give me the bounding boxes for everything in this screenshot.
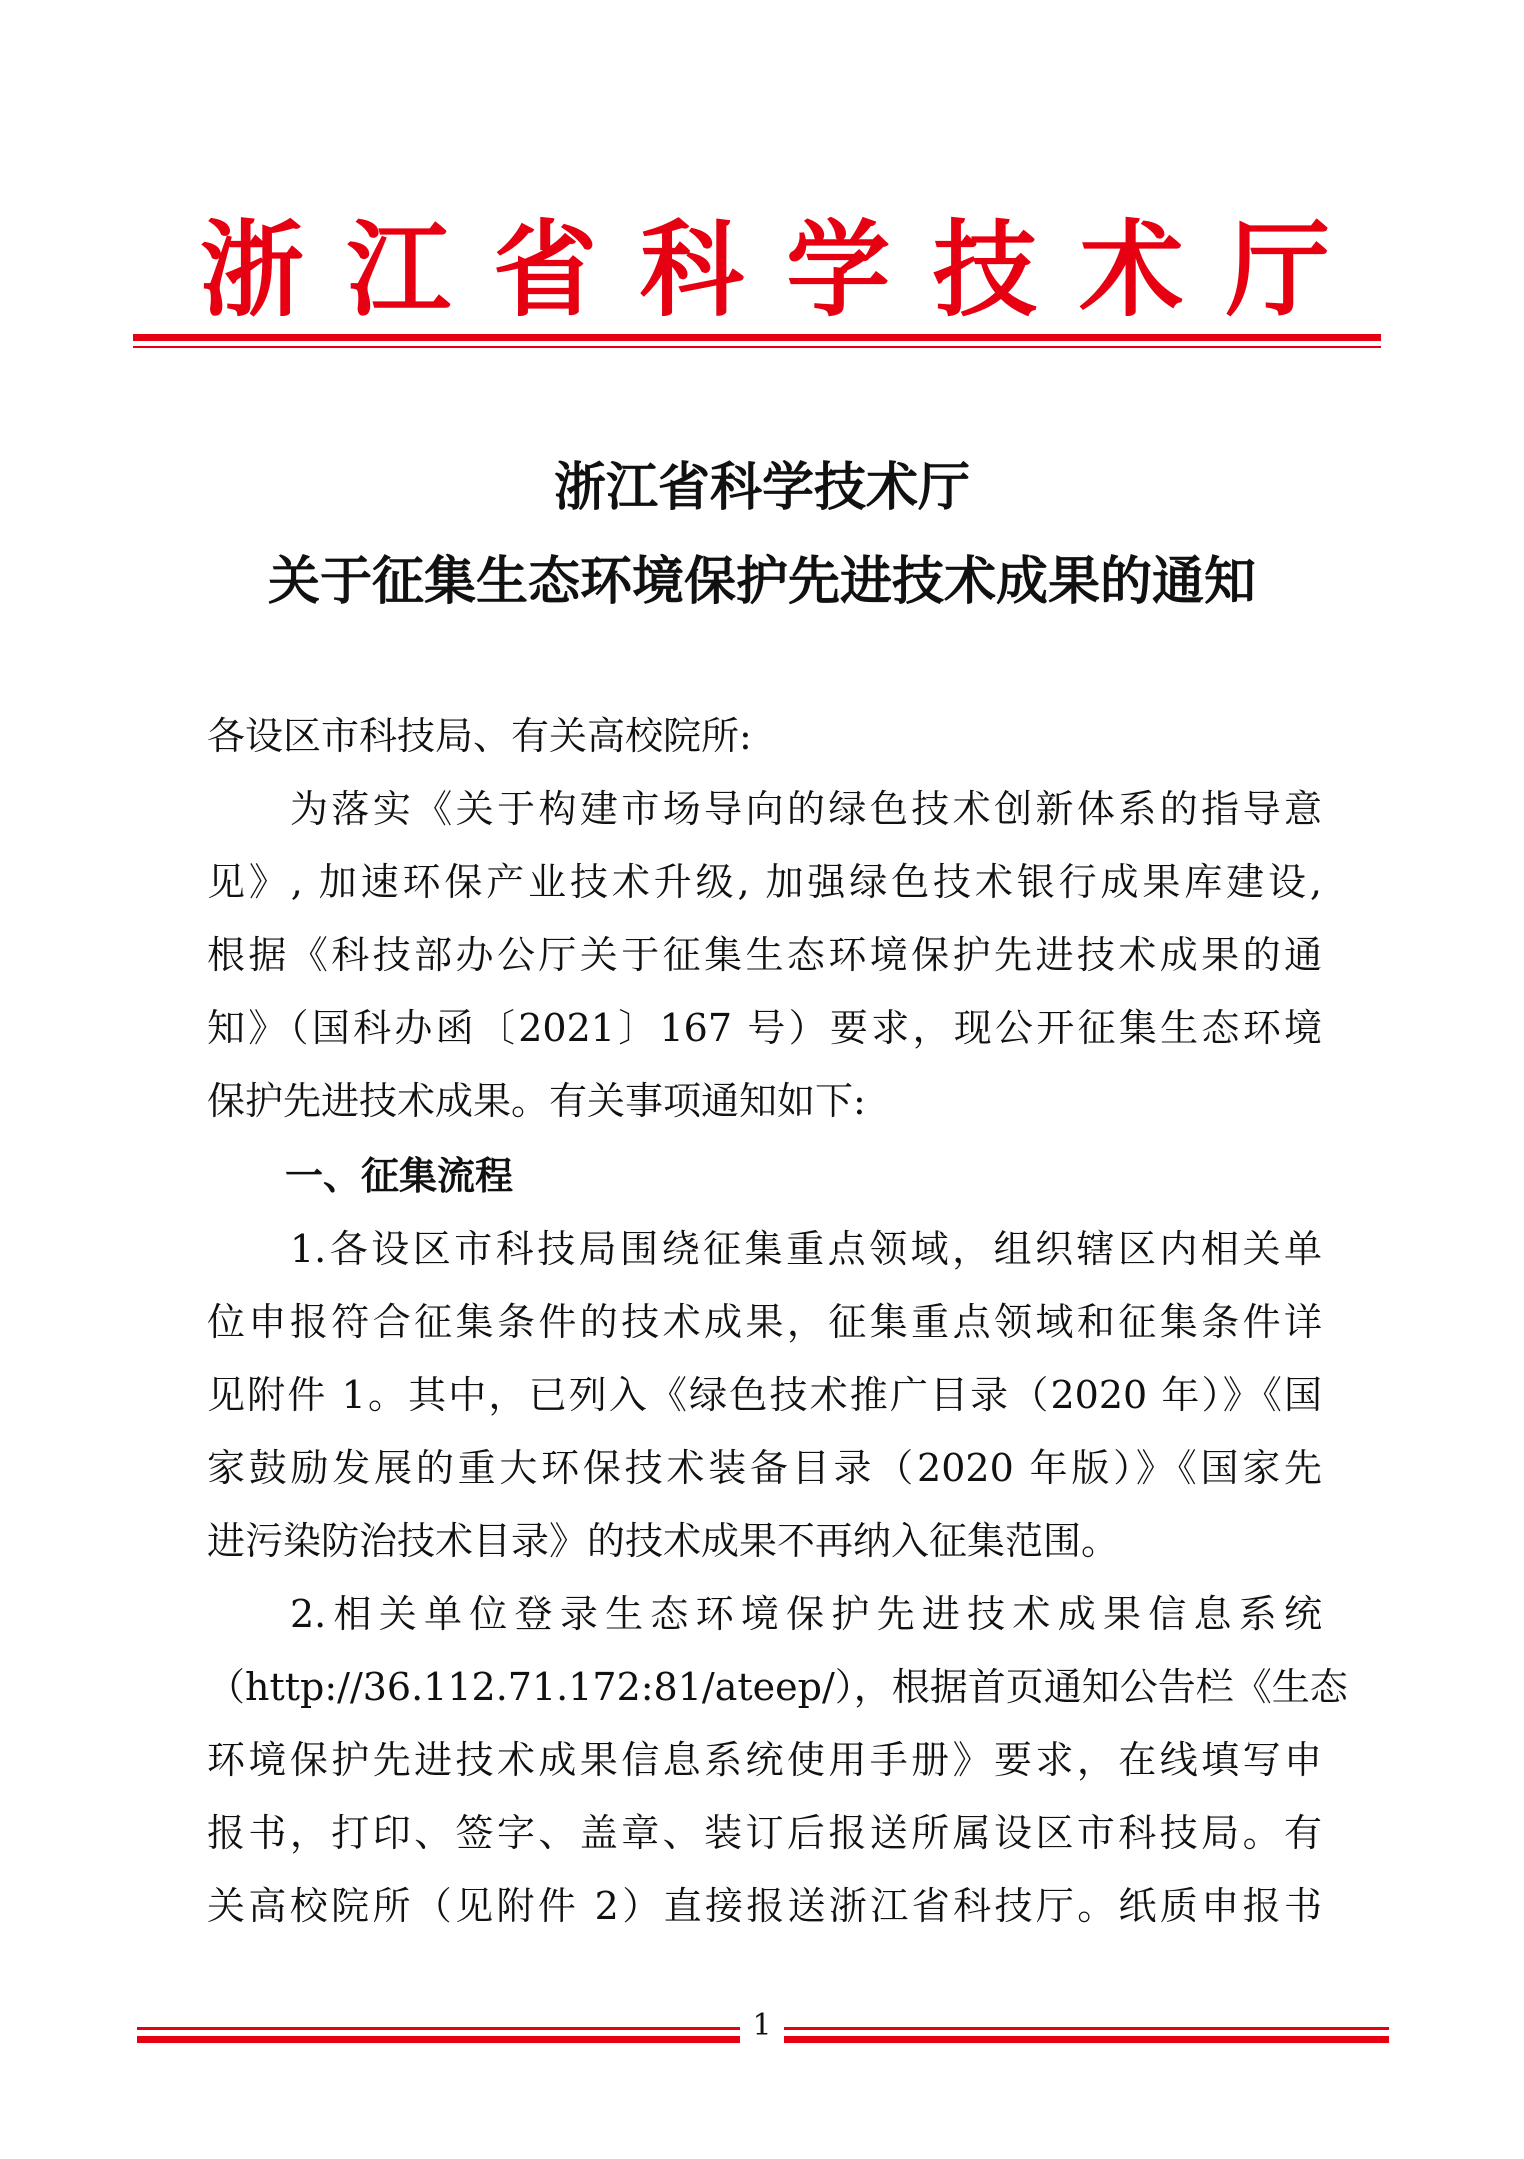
- salutation: 各设区市科技局、有关高校院所:: [207, 714, 752, 758]
- paragraph-line: 家鼓励发展的重大环保技术装备目录（2020 年版）》《国家先: [207, 1446, 1322, 1490]
- letterhead-char: 术: [1079, 209, 1184, 331]
- page-number: 1: [740, 2008, 784, 2044]
- letterhead-char: 厅: [1225, 209, 1330, 331]
- letterhead-char: 省: [493, 209, 598, 331]
- document-title-line-1: 浙江省科学技术厅: [553, 457, 970, 518]
- paragraph-line: 根据《科技部办公厅关于征集生态环境保护先进技术成果的通: [207, 933, 1322, 977]
- paragraph-line: 环境保护先进技术成果信息系统使用手册》要求，在线填写申: [207, 1738, 1322, 1782]
- letterhead-char: 科: [639, 209, 744, 331]
- paragraph-line-url: （http://36.112.71.172:81/ateep/），根据首页通知公告栏《生态: [207, 1665, 1348, 1709]
- paragraph-line: 知》（国科办函〔2021〕167 号）要求，现公开征集生态环境: [207, 1006, 1322, 1050]
- letterhead-char: 技: [932, 209, 1037, 331]
- paragraph-line: 2.相关单位登录生态环境保护先进技术成果信息系统: [290, 1592, 1322, 1636]
- section-heading: 一、征集流程: [285, 1154, 514, 1198]
- letterhead: [200, 205, 1330, 335]
- paragraph-line: 进污染防治技术目录》的技术成果不再纳入征集范围。: [207, 1519, 1120, 1563]
- letterhead-char: 浙: [200, 209, 305, 331]
- paragraph-line: 见附件 1。其中，已列入《绿色技术推广目录（2020 年）》《国: [207, 1373, 1322, 1417]
- document-title-line-2: 关于征集生态环境保护先进技术成果的通知: [267, 551, 1256, 612]
- paragraph-line: 为落实《关于构建市场导向的绿色技术创新体系的指导意: [290, 787, 1322, 831]
- letterhead-rule-thick: [133, 334, 1381, 341]
- letterhead-char: 学: [786, 209, 891, 331]
- letterhead-char: 江: [346, 209, 451, 331]
- paragraph-line: 关高校院所（见附件 2）直接报送浙江省科技厅。纸质申报书: [207, 1884, 1322, 1928]
- paragraph-line: 保护先进技术成果。有关事项通知如下:: [207, 1079, 866, 1123]
- paragraph-line: 1.各设区市科技局围绕征集重点领域，组织辖区内相关单: [290, 1227, 1322, 1271]
- paragraph-line: 位申报符合征集条件的技术成果，征集重点领域和征集条件详: [207, 1300, 1322, 1344]
- paragraph-line: 报书，打印、签字、盖章、装订后报送所属设区市科技局。有: [207, 1811, 1322, 1855]
- paragraph-line: 见》, 加速环保产业技术升级, 加强绿色技术银行成果库建设,: [207, 860, 1322, 904]
- letterhead-rule-thin: [133, 346, 1381, 348]
